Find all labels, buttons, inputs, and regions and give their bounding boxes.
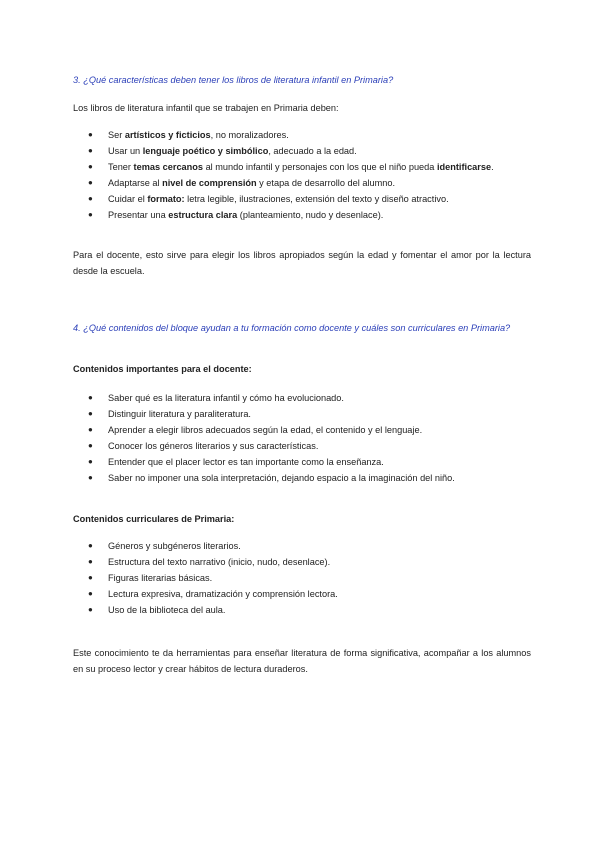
item-emphasis: formato: bbox=[147, 194, 185, 204]
item-text: Saber no imponer una sola interpretación, dejando espacio a la imaginación del niño. bbox=[108, 473, 455, 483]
item-text: Conocer los géneros literarios y sus características. bbox=[108, 441, 319, 451]
list-item bbox=[73, 454, 533, 470]
item-emphasis: estructura clara bbox=[168, 210, 238, 220]
bullet-icon: ● bbox=[88, 194, 93, 203]
bullet-icon: ● bbox=[88, 178, 93, 187]
item-text: y etapa de desarrollo del alumno. bbox=[256, 178, 396, 188]
item-text: , adecuado a la edad. bbox=[268, 146, 357, 156]
teacher-contents-heading: Contenidos importantes para el docente: bbox=[73, 364, 252, 374]
list-item bbox=[73, 207, 533, 223]
list-item bbox=[73, 602, 533, 618]
item-text: letra legible, ilustraciones, extensión del texto y diseño atractivo. bbox=[184, 194, 449, 204]
list-item bbox=[73, 470, 533, 486]
bullet-icon: ● bbox=[88, 605, 93, 614]
q3-characteristics-list bbox=[73, 127, 533, 223]
bullet-icon: ● bbox=[88, 457, 93, 466]
item-text: Adaptarse al bbox=[108, 178, 163, 188]
teacher-contents-list bbox=[73, 390, 533, 486]
item-text: (planteamiento, nudo y desenlace). bbox=[237, 210, 384, 220]
bullet-icon: ● bbox=[88, 441, 93, 450]
item-text: al mundo infantil y personajes con los que el niño pueda bbox=[203, 162, 437, 172]
question-4-title: 4. ¿Qué contenidos del bloque ayudan a tu formación como docente y cuáles son curriculares en Primaria? bbox=[73, 323, 511, 333]
bullet-icon: ● bbox=[88, 557, 93, 566]
bullet-icon: ● bbox=[88, 409, 93, 418]
list-item bbox=[73, 143, 533, 159]
item-emphasis: artísticos y ficticios bbox=[124, 130, 211, 140]
item-text: Usar un bbox=[108, 146, 143, 156]
bullet-icon: ● bbox=[88, 130, 93, 139]
q3-intro: Los libros de literatura infantil que se trabajen en Primaria deben: bbox=[73, 103, 339, 113]
bullet-icon: ● bbox=[88, 541, 93, 550]
item-text: Estructura del texto narrativo (inicio, nudo, desenlace). bbox=[108, 557, 331, 567]
bullet-icon: ● bbox=[88, 393, 93, 402]
curricular-contents-list bbox=[73, 538, 533, 618]
item-emphasis: lenguaje poético y simbólico bbox=[142, 146, 269, 156]
question-3-title: 3. ¿Qué características deben tener los libros de literatura infantil en Primaria? bbox=[73, 75, 394, 85]
bullet-icon: ● bbox=[88, 210, 93, 219]
bullet-icon: ● bbox=[88, 573, 93, 582]
item-text: Uso de la biblioteca del aula. bbox=[108, 605, 226, 615]
q4-closing-paragraph: Este conocimiento te da herramientas para enseñar literatura de forma significativa, acompañar a los alumnos en su proceso lector y crear hábitos de lectura duraderos. bbox=[73, 648, 531, 674]
list-item bbox=[73, 538, 533, 554]
list-item bbox=[73, 159, 533, 175]
item-text: . bbox=[491, 162, 494, 172]
item-text: Presentar una bbox=[108, 210, 169, 220]
list-item bbox=[73, 175, 533, 191]
bullet-icon: ● bbox=[88, 162, 93, 171]
item-text: Cuidar el bbox=[108, 194, 148, 204]
q3-closing-paragraph: Para el docente, esto sirve para elegir los libros apropiados según la edad y fomentar el amor por la lectura desde la escuela. bbox=[73, 250, 531, 276]
item-text: Géneros y subgéneros literarios. bbox=[108, 541, 241, 551]
item-text: Distinguir literatura y paraliteratura. bbox=[108, 409, 251, 419]
item-text: Lectura expresiva, dramatización y comprensión lectora. bbox=[108, 589, 338, 599]
curricular-contents-heading: Contenidos curriculares de Primaria: bbox=[73, 514, 235, 524]
list-item bbox=[73, 390, 533, 406]
item-text: Ser bbox=[108, 130, 125, 140]
list-item bbox=[73, 127, 533, 143]
item-text: Figuras literarias básicas. bbox=[108, 573, 213, 583]
item-emphasis: temas cercanos bbox=[133, 162, 204, 172]
item-text: , no moralizadores. bbox=[210, 130, 289, 140]
list-item bbox=[73, 438, 533, 454]
item-emphasis: identificarse bbox=[436, 162, 492, 172]
item-emphasis: nivel de comprensión bbox=[162, 178, 257, 188]
list-item bbox=[73, 586, 533, 602]
list-item bbox=[73, 191, 533, 207]
item-text: Saber qué es la literatura infantil y cómo ha evolucionado. bbox=[108, 393, 344, 403]
item-text: Entender que el placer lector es tan importante como la enseñanza. bbox=[108, 457, 384, 467]
item-text: Aprender a elegir libros adecuados según la edad, el contenido y el lenguaje. bbox=[108, 425, 423, 435]
bullet-icon: ● bbox=[88, 473, 93, 482]
list-item bbox=[73, 406, 533, 422]
item-text: Tener bbox=[108, 162, 134, 172]
bullet-icon: ● bbox=[88, 425, 93, 434]
list-item bbox=[73, 570, 533, 586]
bullet-icon: ● bbox=[88, 146, 93, 155]
list-item bbox=[73, 422, 533, 438]
list-item bbox=[73, 554, 533, 570]
bullet-icon: ● bbox=[88, 589, 93, 598]
